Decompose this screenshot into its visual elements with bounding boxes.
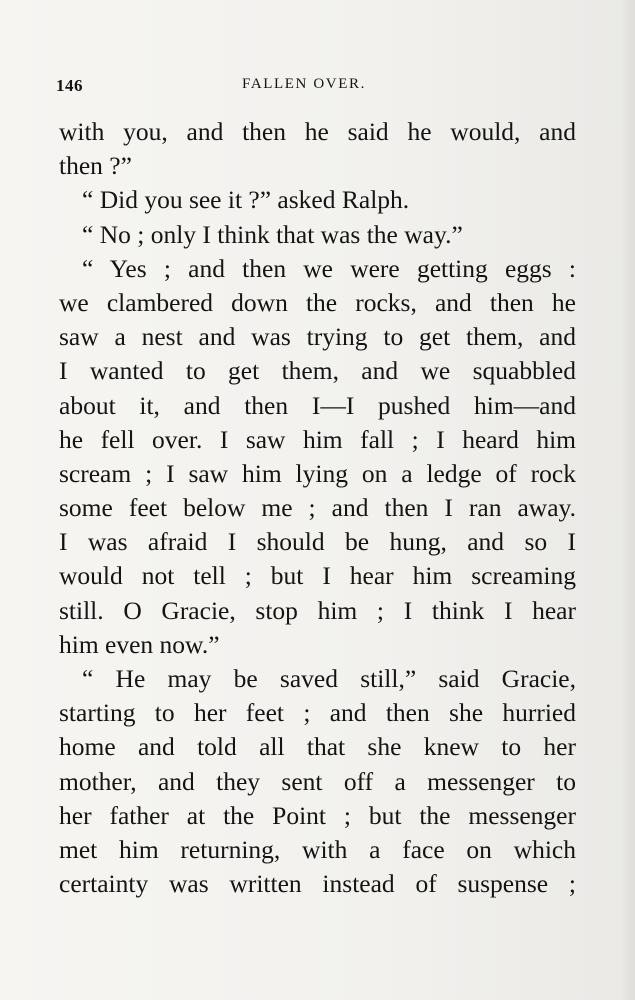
text-line: certainty was written instead of suspense ; xyxy=(59,869,576,899)
text-line: he fell over. I saw him fall ; I heard him xyxy=(59,424,576,454)
text-line: “ Did you see it ?” asked Ralph. xyxy=(82,185,410,215)
text-line: “ Yes ; and then we were getting eggs : xyxy=(82,253,576,283)
text-line: would not tell ; but I hear him screaming xyxy=(59,561,576,591)
text-line: about it, and then I—I pushed him—and xyxy=(59,390,576,420)
text-line: then ?” xyxy=(59,151,132,181)
text-line: mother, and they sent off a messenger to xyxy=(59,766,576,796)
text-line: scream ; I saw him lying on a ledge of rock xyxy=(59,458,576,488)
text-line: saw a nest and was trying to get them, and xyxy=(59,322,576,352)
page-edge-shadow xyxy=(621,0,635,1000)
text-line: home and told all that she knew to her xyxy=(59,732,576,762)
text-line: some feet below me ; and then I ran away. xyxy=(59,493,576,523)
text-line: her father at the Point ; but the messenger xyxy=(59,800,576,830)
body-text xyxy=(59,115,576,901)
text-line: I wanted to get them, and we squabbled xyxy=(59,356,576,386)
text-line: “ He may be saved still,” said Gracie, xyxy=(82,664,576,693)
text-line: with you, and then he said he would, and xyxy=(59,117,576,146)
page-number: 146 xyxy=(56,76,83,95)
running-head xyxy=(56,76,576,98)
text-line: “ No ; only I think that was the way.” xyxy=(82,219,463,249)
text-line: I was afraid I should be hung, and so I xyxy=(59,527,576,557)
text-line: still. O Gracie, stop him ; I think I hear xyxy=(59,595,576,625)
text-line: met him returning, with a face on which xyxy=(59,834,576,864)
running-title: FALLEN OVER. xyxy=(242,76,366,92)
text-line: we clambered down the rocks, and then he xyxy=(59,287,576,317)
text-line: him even now.” xyxy=(59,629,220,659)
text-line: starting to her feet ; and then she hurried xyxy=(59,698,576,728)
